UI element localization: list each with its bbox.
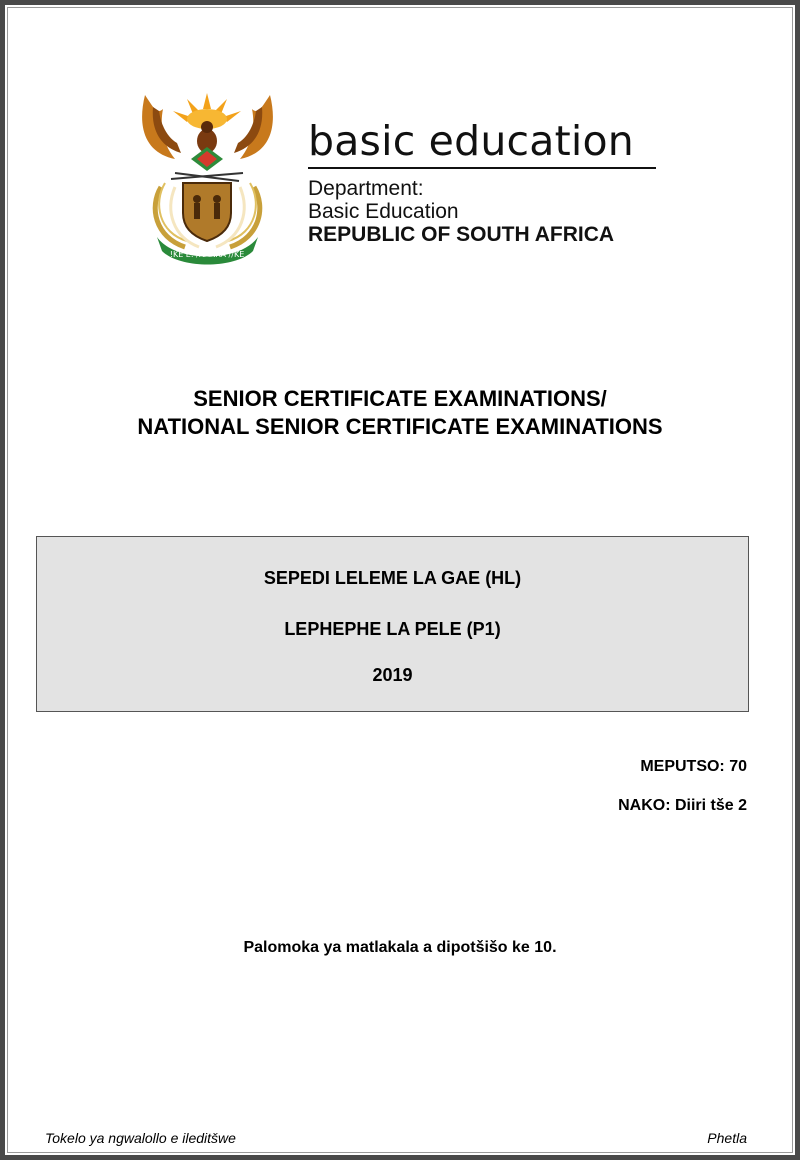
brand-title: basic education (308, 117, 634, 165)
exam-title (5, 385, 795, 441)
crest-motto: !KE E: /XARRA //KE (169, 250, 245, 259)
exam-title-line-2: NATIONAL SENIOR CERTIFICATE EXAMINATIONS (137, 414, 663, 439)
coat-of-arms-icon (135, 87, 280, 265)
turn-over-note: Phetla (707, 1130, 747, 1146)
pages-note: Palomoka ya matlakala a dipotšišo ke 10. (243, 939, 557, 956)
country-name: REPUBLIC OF SOUTH AFRICA (308, 223, 615, 246)
exam-title-line-1: SENIOR CERTIFICATE EXAMINATIONS/ (193, 386, 607, 411)
subject-year: 2019 (372, 665, 413, 685)
time-label: NAKO: Diiri tše 2 (618, 797, 747, 814)
department-name: Basic Education (308, 200, 459, 223)
department-branding (308, 117, 658, 246)
brand-divider (308, 167, 656, 169)
department-label: Department: (308, 177, 424, 200)
subject-box (36, 536, 749, 712)
subject-language: SEPEDI LELEME LA GAE (HL) (263, 568, 522, 588)
marks-label: MEPUTSO: 70 (640, 758, 747, 775)
subject-paper: LEPHEPHE LA PELE (P1) (284, 619, 501, 639)
copyright-notice: Tokelo ya ngwalollo e ileditšwe (45, 1130, 236, 1146)
